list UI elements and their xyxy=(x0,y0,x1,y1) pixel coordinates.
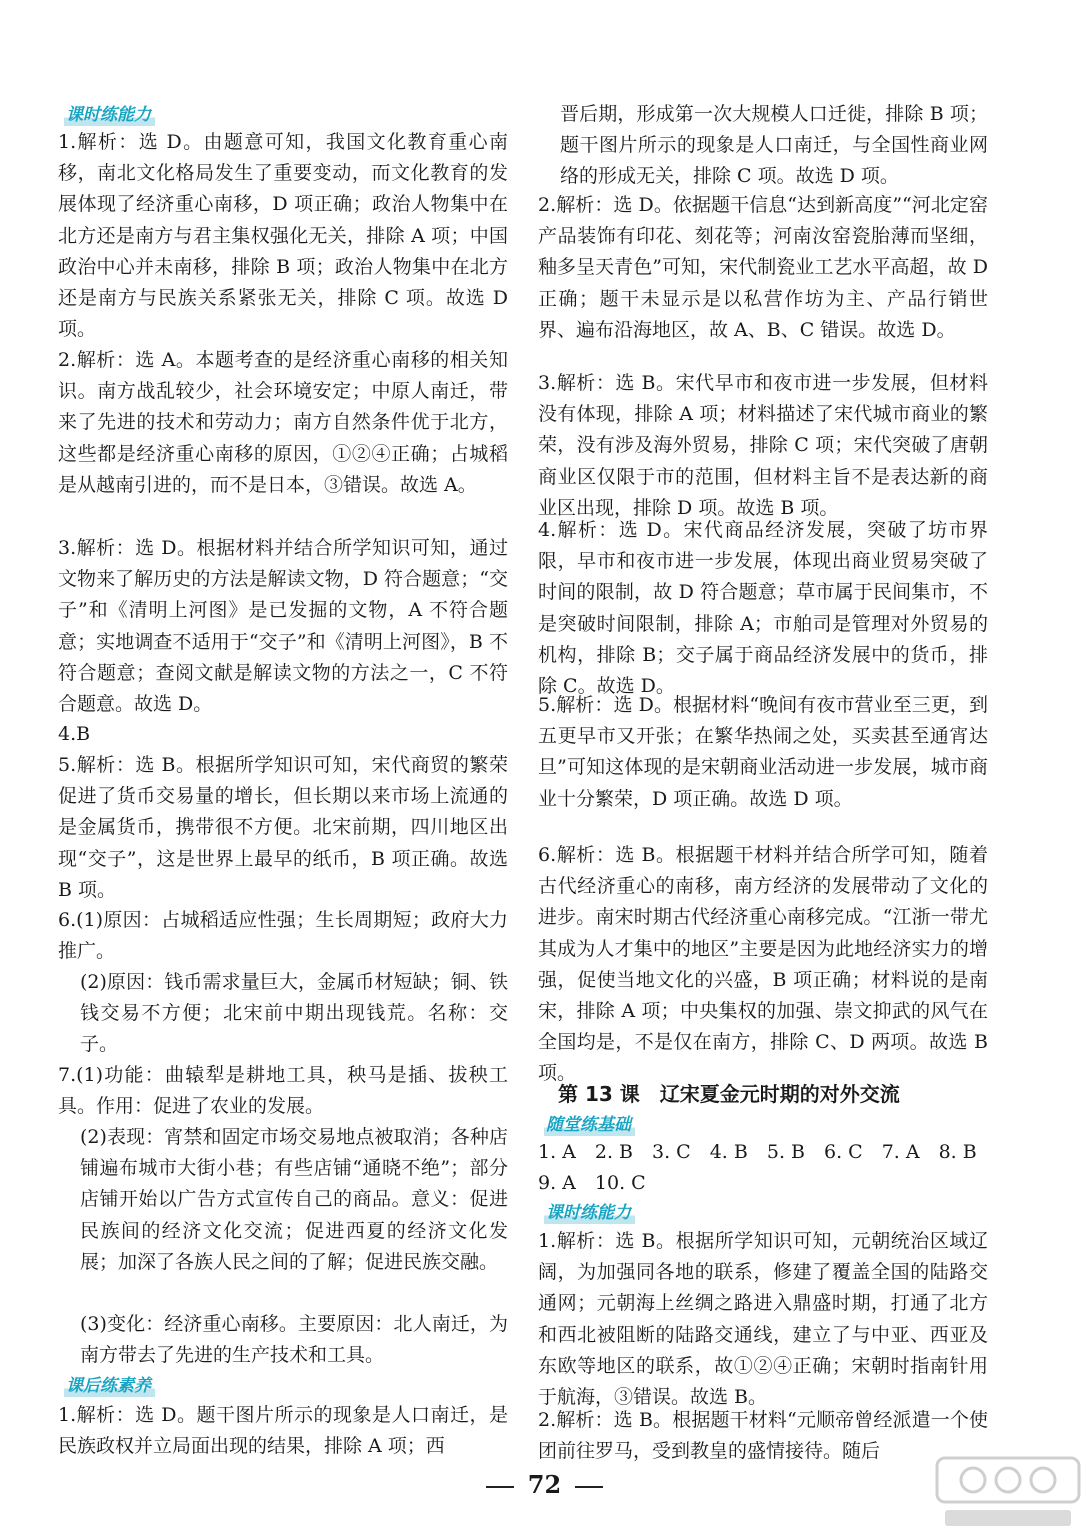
answer-item xyxy=(58,1400,508,1462)
item-number: 2. xyxy=(538,194,557,216)
watermark-circle xyxy=(1031,1468,1055,1492)
section-header-ability: 课时练能力 xyxy=(64,104,155,126)
item-number: 6. xyxy=(538,844,557,866)
item-number: 5. xyxy=(538,694,557,716)
watermark-logo xyxy=(933,1452,1083,1532)
answer-item xyxy=(58,533,508,720)
item-number: 7. xyxy=(58,1064,77,1086)
item-text: 解析：选 D。由题意可知，我国文化教育重心南移，南北文化格局发生了重要变动，而文化教育的发展体现了经济重心南移，D 项正确；政治人物集中在北方还是南方与君主集权强化无关，排除 A 项；中国政治中心并未南移，排除 B 项；政治人物集中在北方还是南方与民族关系紧张无关，排除 C 项。故选 D 项。 xyxy=(58,131,508,341)
watermark-circle xyxy=(996,1468,1020,1492)
watermark-frame xyxy=(937,1458,1079,1502)
answer-subitem xyxy=(58,1309,508,1371)
item-text: 解析：选 B。根据所学知识可知，宋代商贸的繁荣促进了货币交易量的增长，但长期以来市场上流通的是金属货币，携带很不方便。北宋前期，四川地区出现“交子”，这是世界上最早的纸币，B 项正确。故选 B 项。 xyxy=(58,754,508,901)
page-footer xyxy=(0,1470,1089,1499)
item-text: 解析：选 D。依据题干信息“达到新高度”“河北定窑产品装饰有印花、刻花等；河南汝窑瓷胎薄而坚细，釉多呈天青色”可知，宋代制瓷业工艺水平高超，故 D 正确；题干未显示是以私营作坊为主、产品行销世界、遍布沿海地区，故 A、B、C 错误。故选 D。 xyxy=(538,194,988,341)
answer-item xyxy=(58,345,508,501)
answer-item xyxy=(538,1226,988,1413)
watermark-circle xyxy=(961,1468,985,1492)
page-number: 72 xyxy=(527,1470,562,1499)
item-text: 解析：选 B。根据题干材料“元顺帝曾经派遣一个使团前往罗马，受到教皇的盛情接待。随后 xyxy=(538,1409,988,1463)
item-number: 2. xyxy=(58,349,77,371)
item-text: (1)原因：占城稻适应性强；生长周期短；政府大力推广。 xyxy=(58,909,508,963)
item-text: (2)原因：钱币需求量巨大，金属币材短缺；铜、铁钱交易不方便；北宋前中期出现钱荒。名称：交子。 xyxy=(80,971,508,1056)
item-number: 4. xyxy=(58,723,77,745)
answer-item xyxy=(538,515,988,702)
item-text: (1)功能：曲辕犁是耕地工具，秧马是插、拔秧工具。作用：促进了农业的发展。 xyxy=(58,1064,508,1118)
answer-continuation xyxy=(538,99,988,193)
answer-item xyxy=(538,840,988,1090)
section-header-basics: 随堂练基础 xyxy=(544,1114,635,1136)
item-number: 4. xyxy=(538,519,557,541)
answer-item xyxy=(58,719,508,750)
footer-dash-left xyxy=(486,1486,514,1488)
item-text: (3)变化：经济重心南移。主要原因：北人南迁，为南方带去了先进的生产技术和工具。 xyxy=(80,1313,508,1367)
answer-item xyxy=(58,750,508,906)
answer-subitem xyxy=(58,1122,508,1278)
item-text: (2)表现：宵禁和固定市场交易地点被取消；各种店铺遍布城市大街小巷；有些店铺“通晓不绝”；部分店铺开始以广告方式宣传自己的商品。意义：促进民族间的经济文化交流；促进西夏的经济文化发展；加深了各族人民之间的了解；促进民族交融。 xyxy=(80,1126,508,1273)
answer-subitem xyxy=(58,967,508,1061)
item-text: 解析：选 D。根据材料并结合所学知识可知，通过文物来了解历史的方法是解读文物，D 符合题意；“交子”和《清明上河图》是已发掘的文物，A 不符合题意；实地调查不适用于“交子”和《清明上河图》，B 不符合题意；查阅文献是解读文物的方法之一，C 不符合题意。故选 D。 xyxy=(58,537,508,716)
answer-key-line-1: 1. A 2. B 3. C 4. B 5. B 6. C 7. A 8. B xyxy=(538,1141,977,1163)
answer-key-line-2: 9. A 10. C xyxy=(538,1172,646,1194)
item-text: 解析：选 B。宋代早市和夜市进一步发展，但材料没有体现，排除 A 项；材料描述了宋代城市商业的繁荣，没有涉及海外贸易，排除 C 项；宋代突破了唐朝商业区仅限于市的范围，但材料主旨不是表达新的商业区出现，排除 D 项。故选 B 项。 xyxy=(538,372,988,519)
item-number: 1. xyxy=(58,131,77,153)
answer-item xyxy=(538,190,988,346)
item-text: 解析：选 B。根据题干材料并结合所学可知，随着古代经济重心的南移，南方经济的发展带动了文化的进步。南宋时期古代经济重心南移完成。“江浙一带尤其成为人才集中的地区”主要是因为此地经济实力的增强，促使当地文化的兴盛，B 项正确；材料说的是南宋，排除 A 项；中央集权的加强、崇文抑武的风气在全国均是，不是仅在南方，排除 C、D 两项。故选 B 项。 xyxy=(538,844,988,1085)
lesson-title: 第 13 课 辽宋夏金元时期的对外交流 xyxy=(558,1082,900,1106)
item-number: 1. xyxy=(538,1230,557,1252)
item-text: B xyxy=(76,723,91,745)
item-number: 3. xyxy=(58,537,77,559)
section-header-literacy: 课后练素养 xyxy=(64,1375,155,1397)
section-header-ability: 课时练能力 xyxy=(544,1202,635,1224)
item-text: 解析：选 B。根据所学知识可知，元朝统治区域辽阔，为加强同各地的联系，修建了覆盖全国的陆路交通网；元朝海上丝绸之路进入鼎盛时期，打通了北方和西北被阻断的陆路交通线，建立了与中亚、西亚及东欧等地区的联系，故①②④正确；宋朝时指南针用于航海，③错误。故选 B。 xyxy=(538,1230,988,1409)
answer-item xyxy=(58,1060,508,1122)
item-text: 解析：选 D。题干图片所示的现象是人口南迁，是民族政权并立局面出现的结果，排除 A 项；西 xyxy=(58,1404,508,1458)
item-number: 5. xyxy=(58,754,77,776)
item-number: 2. xyxy=(538,1409,557,1431)
item-text: 解析：选 D。根据材料“晚间有夜市营业至三更，到五更早市又开张；在繁华热闹之处，买卖甚至通宵达旦”可知这体现的是宋朝商业活动进一步发展，城市商业十分繁荣，D 项正确。故选 D 项。 xyxy=(538,694,988,810)
answer-item xyxy=(58,127,508,345)
item-number: 6. xyxy=(58,909,77,931)
footer-dash-right xyxy=(575,1486,603,1488)
item-text: 解析：选 D。宋代商品经济发展，突破了坊市界限，早市和夜市进一步发展，体现出商业贸易突破了时间的限制，故 D 符合题意；草市属于民间集市，不是突破时间限制，排除 A；市舶司是管理对外贸易的机构，排除 B；交子属于商品经济发展中的货币，排除 C。故选 D。 xyxy=(538,519,988,698)
answer-item xyxy=(538,368,988,524)
watermark-bar xyxy=(945,1510,1071,1526)
item-text: 解析：选 A。本题考查的是经济重心南移的相关知识。南方战乱较少，社会环境安定；中原人南迁，带来了先进的技术和劳动力；南方自然条件优于北方，这些都是经济重心南移的原因，①②④正确；占城稻是从越南引进的，而不是日本，③错误。故选 A。 xyxy=(58,349,508,496)
item-number: 3. xyxy=(538,372,557,394)
answer-item xyxy=(538,1405,988,1467)
answer-item xyxy=(58,905,508,967)
item-text: 晋后期，形成第一次大规模人口迁徙，排除 B 项；题干图片所示的现象是人口南迁，与全国性商业网络的形成无关，排除 C 项。故选 D 项。 xyxy=(560,103,988,188)
item-number: 1. xyxy=(58,1404,77,1426)
answer-item xyxy=(538,690,988,815)
